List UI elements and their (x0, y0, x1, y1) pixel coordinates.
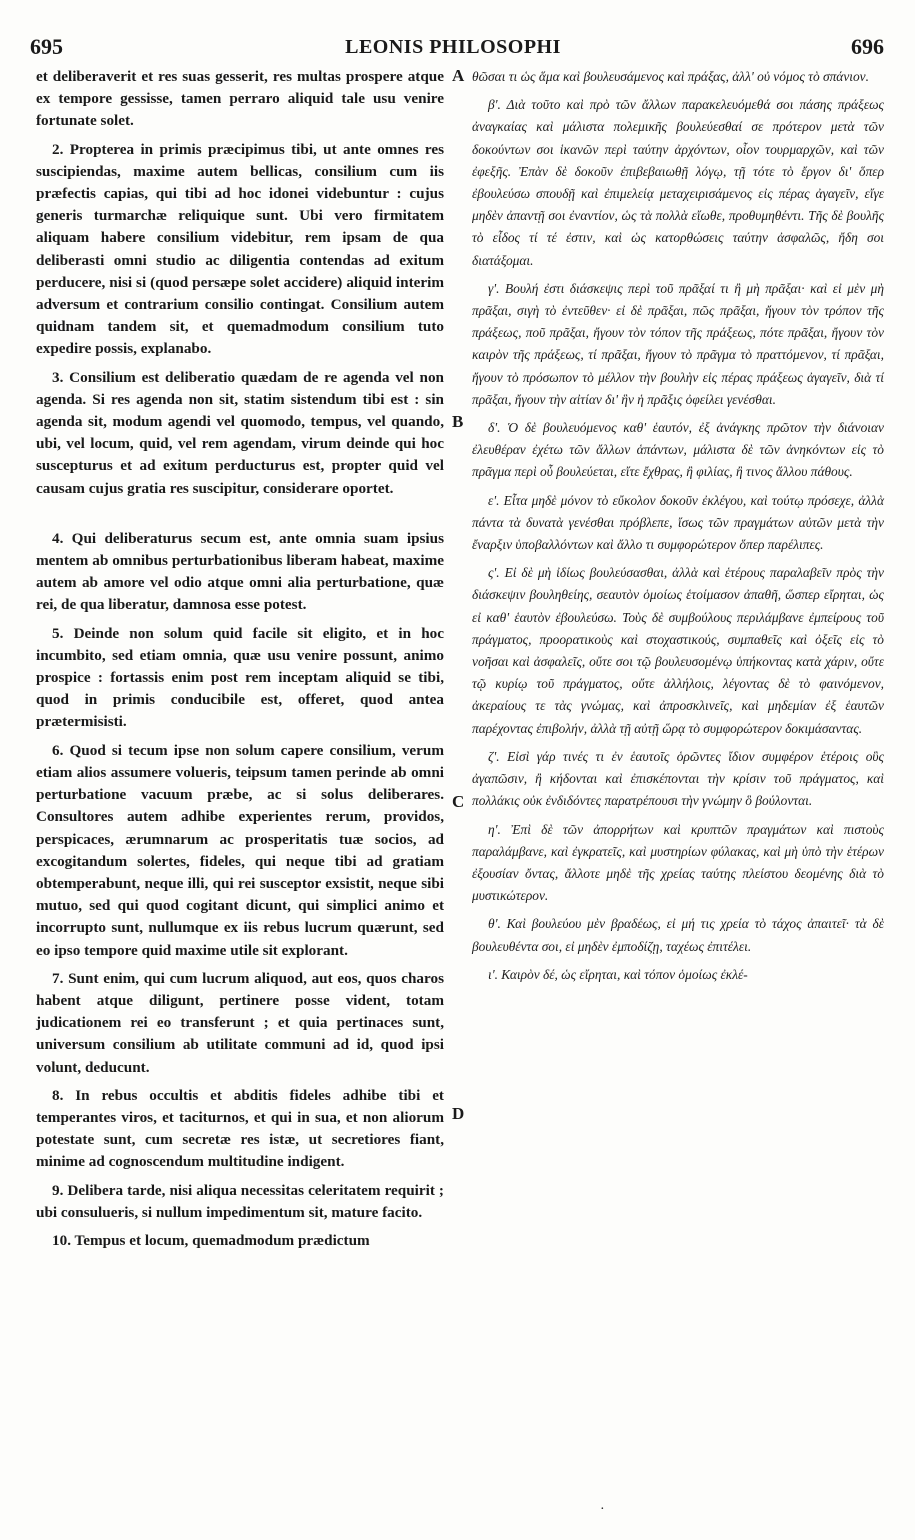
latin-paragraph: 4. Qui deliberaturus secum est, ante omnia suam ipsius mentem ab omnibus perturbationibus liberam habeat, maxime autem ab amore vel odio atque omni alia perturbatione, quæ rei, de qua liberatur, damnosa esse potest. (36, 529, 444, 614)
margin-marker-c: C (452, 792, 465, 811)
latin-paragraph: 9. Delibera tarde, nisi aliqua necessitas celeritatem requirit ; ubi consulueris, si nullum impedimentum sit, mature facito. (36, 1181, 444, 1221)
latin-paragraph: 7. Sunt enim, qui cum lucrum aliquod, aut eos, quos charos habent atque diligunt, pertinere posse vident, totam judicationem rei eo transferunt ; et quia pertinaces sunt, universum consilium ab utilitate communi ad id, quod ipsi volunt, deducunt. (36, 969, 444, 1076)
greek-paragraph: ζ'. Εἰσὶ γάρ τινές τι ἐν ἑαυτοῖς ὁρῶντες ἴδιον συμφέρον ἑτέροις οὓς ἀγαπῶσιν, ἢ κήδονται καὶ ἐπισκέπονται τὴν κρίσιν τοῦ πράγματος, καὶ πολλάκις οὐκ ἐνδιδόντες παρατρέπουσι τὴν γνώμην ὃ βούλονται. (472, 748, 884, 809)
page-number-right: 696 (851, 34, 884, 59)
margin-marker-d: D (452, 1104, 465, 1123)
latin-paragraph: 6. Quod si tecum ipse non solum capere consilium, verum etiam alios assumere volueris, teipsum tamen perinde ab omni perturbatione vacuum præbe, ac si solus deliberares. Consultores autem adhibe experientes rerum, providos, perspicaces, ærumnarum ac prosperitatis tuæ socios, ad excogitandum solertes, fideles, qui neque tibi ad gratiam obtemperabunt, neque illi, qui rei susceptor exsistit, neque sibi mutuo, sed qui quod cogitant dicunt, qui simplici animo et incorrupto sunt, nullumque ex iis rebus lucrum quærunt, sed eo ipso tempore quid maxime utile sit explorant. (36, 741, 444, 959)
greek-paragraph: η'. Ἐπὶ δὲ τῶν ἀπορρήτων καὶ κρυπτῶν πραγμάτων καὶ πιστοὺς παραλάμβανε, καὶ ἐγκρατεῖς, καὶ μυστηρίων φύλακας, καὶ μὴ ὑπὸ τὴν ἑτέρων ἐξουσίαν ὄντας, ἄλλοτε μηδὲ τῆς χρείας ταύτης πλείστου δεομένης διὰ τὸ μυστικώτερον. (472, 821, 884, 904)
margin-marker-a: A (452, 66, 465, 85)
latin-paragraph: 8. In rebus occultis et abditis fideles adhibe tibi et temperantes viros, et taciturnos, et qui in sua, et non aliorum potestate sunt, cum secretæ res istæ, ut secretiores fiant, minime ad cognoscendum multitudine indigent. (36, 1086, 444, 1171)
greek-paragraph: ε'. Εἶτα μηδὲ μόνον τὸ εὔκολον δοκοῦν ἐκλέγου, καὶ τούτῳ πρόσεχε, ἀλλὰ πάντα τὰ δυνατὰ γενέσθαι πρόβλεπε, ἴσως τῶν πραγμάτων αὐτῶν μετὰ τὴν ἔναρξιν ὑποβαλλόντων καὶ ἄλλο τι συμφορώτερον ὅπερ παρέλιπες. (472, 492, 884, 553)
greek-paragraph: θ'. Καὶ βουλεύου μὲν βραδέως, εἰ μή τις χρεία τὸ τάχος ἀπαιτεῖ· τὰ δὲ βουλευθέντα σοι, εἰ μηδὲν ἐμποδίζῃ, ταχέως ἐπιτέλει. (472, 916, 884, 954)
greek-column (472, 66, 884, 992)
latin-paragraph: 10. Tempus et locum, quemadmodum prædictum (52, 1231, 370, 1249)
greek-paragraph: θῶσαι τι ὡς ἅμα καὶ βουλευσάμενος καὶ πράξας, ἀλλ' οὐ νόμος τὸ σπάνιον. (472, 69, 869, 84)
margin-marker-b: B (452, 412, 464, 431)
page-number-left: 695 (30, 34, 63, 59)
running-header (22, 28, 884, 62)
latin-paragraph: 5. Deinde non solum quid facile sit eligito, et in hoc incumbito, sed etiam omnia, quæ usu venire possunt, animo prospice : fortassis enim post rem inceptam aliquid se tibi, quod in primis conducibile est, offeret, quod antea prætermisisti. (36, 624, 444, 731)
latin-paragraph: 2. Propterea in primis præcipimus tibi, ut ante omnes res suscipiendas, maxime autem bellicas, consilium cum iis præfectis capias, qui tibi ad hoc idonei videbuntur : cujus generis turmarchæ reliquique sunt. Ubi vero firmitatem aliquam habere consilium videbitur, rem ipsam de qua deliberasti omni studio ac diligentia contendas ad exitum perducere, nisi si (quod persæpe solet accidere) aliquid interim adversum et contrarium consilio contingat. Consilium autem quidnam tandem sit, et quemadmodum consilium tuto expedire possis, explanabo. (36, 140, 444, 358)
latin-paragraph: 3. Consilium est deliberatio quædam de re agenda vel non agenda. Si res agenda non sit, statim sistendum tibi est : sin agenda sit, modum agendi vel quomodo, tempus, vel quando, ubi, vel locum, quid, vel rem agendam, virum deinde qui hoc suscepturus et ad exitum perducturus est, propter quid vel causam cujus gratia res suscipitur, considerare oportet. (36, 368, 444, 497)
greek-paragraph: γ'. Βουλή ἐστι διάσκεψις περὶ τοῦ πρᾶξαί τι ἢ μὴ πρᾶξαι· καὶ εἰ μὲν μὴ πρᾶξαι, σιγὴ τὸ ἐντεῦθεν· εἰ δὲ πρᾶξαι, πῶς πρᾶξαι, ἤγουν τὸν τρόπον τῆς πράξεως, ποῦ πρᾶξαι, ἤγουν τὸν τόπον τῆς πράξεως, πότε πρᾶξαι, ἤγουν τὸν καιρὸν τῆς πράξεως, τί πρᾶξαι, ἤγουν τὸ πρᾶγμα τὸ πραττόμενον, τί πρᾶξαι, ἤγουν τὸ πρόσωπον τὸ μέλλον τὴν βουλὴν εἰς πέρας πράξεως ἀγαγεῖν, διὰ τί πρᾶξαι, ἤγουν τὴν αἰτίαν δι' ἣν ἡ πρᾶξις ὀφείλει γενέσθαι. (472, 280, 884, 407)
latin-column (36, 66, 444, 1258)
running-title: LEONIS PHILOSOPHI (345, 36, 561, 58)
greek-paragraph: ς'. Εἰ δὲ μὴ ἰδίως βουλεύσασθαι, ἀλλὰ καὶ ἑτέρους παραλαβεῖν πρὸς τὴν διάσκεψιν βουληθείης, σεαυτὸν ὁμοίως ἑτοίμασον ἀπαθῆ, ὥσπερ εἴρηται, ὡς εἰ καθ' ἑαυτὸν ἐβουλεύσω. Τοὺς δὲ συμβούλους περιλάμβανε ἐμπείρους τοῦ πράγματος, προορατικοὺς καὶ στοχαστικούς, συμπαθεῖς καὶ ὀξεῖς εἰς τὸ νοῆσαι καὶ ἀσφαλεῖς, οὔτε σοι τῷ βουλευσομένῳ ὑπήκοντας κατὰ χάριν, οὔτε τῷ κυρίῳ τοῦ πράγματος, οὔτε ἀλλήλοις, λέγοντας δὲ τὸ φαινόμενον, ἀκεραίους τε τὰς γνώμας, καὶ ἀπροσκλινεῖς, καὶ μηδεμίαν ἐξ ἑαυτῶν παρέχοντας ἐπιβολήν, ἀλλὰ τῇ αὐτῇ ὥρᾳ τὸ συμφορώτερον δοκιμάσαντας. (472, 565, 884, 736)
greek-paragraph: ι'. Καιρὸν δέ, ὡς εἴρηται, καὶ τόπον ὁμοίως ἐκλέ- (488, 966, 748, 982)
print-speck: · (600, 1502, 605, 1517)
latin-paragraph: et deliberaverit et res suas gesserit, res multas prospere atque ex tempore gessisse, tamen perraro aliquid tale usu venire fortunate solet. (36, 68, 444, 130)
greek-paragraph: β'. Διὰ τοῦτο καὶ πρὸ τῶν ἄλλων παρακελευόμεθά σοι πάσης πράξεως ἀναγκαίας καὶ μάλιστα πολεμικῆς βουλεύεσθαί σε πρότερον μετὰ τῶν δοκούντων σοι ἱκανῶν περὶ ταύτην ἀρχόντων, οἷον τουρμαρχῶν, καὶ τῶν ἐφεξῆς. Ἐπὰν δὲ δοκοῦν ἐπιβεβαιωθῇ λόγῳ, τῇ τότε τὸ ἔργον δι' ὅπερ ἐβουλεύσω σπουδῇ καὶ ἐπιμελείᾳ μεταχειρισάμενος εἰς πέρας ἀγαγεῖν, εἴγε μηδὲν ἀπαντῇ σοι ἐναντίον, ὡς τὰ πολλὰ εἴωθε, προθυμηθέντι. Τῆς δὲ βουλῆς τὸ εἶδος τί τέ ἐστιν, καὶ ὡς κατορθώσεις ταύτην ἀσφαλῶς, ἤδη σοι διατάξομαι. (472, 97, 884, 268)
greek-paragraph: δ'. Ὁ δὲ βουλευόμενος καθ' ἑαυτόν, ἐξ ἀνάγκης πρῶτον τὴν διάνοιαν ἐλευθέραν ἐχέτω τῶν ἄλλων ἁπάντων, μάλιστα δὲ τῶν ἀνηκόντων εἰς τὸ πρᾶγμα περὶ οὗ βουλεύεται, εἴτε ἔχθρας, ἢ φιλίας, ἢ τινος ἄλλου πάθους. (472, 420, 884, 480)
